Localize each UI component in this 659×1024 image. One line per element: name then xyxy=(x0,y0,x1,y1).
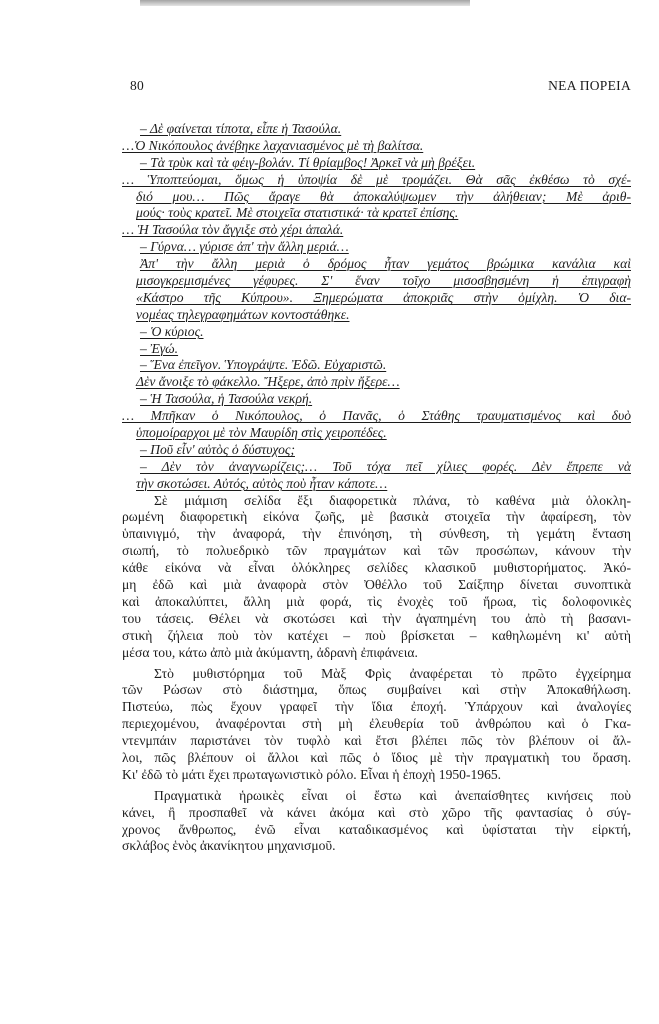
dialogue-line: …Ὁ Νικόπουλος ἀνέβηκε λαχανιασμένος μὲ τὴ βαλίτσα. xyxy=(122,137,424,153)
dialogue-line: – Ἐγώ. xyxy=(140,340,179,356)
dialogue-line: … Ὑποπτεύομαι, ὅμως ἡ ὑποψία δὲ μὲ τρομάζει. Θὰ σᾶς ἐκθέσω τὸ σχέ- xyxy=(122,171,631,187)
paragraph xyxy=(122,788,631,856)
page-number: 80 xyxy=(130,78,145,93)
dialogue-line: – Δὲ φαίνεται τίποτα, εἶπε ἡ Τασούλα. xyxy=(140,121,342,136)
paragraph-line: Πιστεύω, πὼς ἔχουν γραφεῖ τὴν ἴδια ἐποχή. Ὑπάρχουν καὶ ἀναλογίες xyxy=(122,699,631,715)
dialogue-line: – Τὰ τρὺκ καὶ τὰ φέιγ-βολάν. Τί θρίαμβος! Ἀρκεῖ νὰ μὴ βρέξει. xyxy=(140,154,476,170)
paragraph-line: χρονος ἄνθρωπος, ἐνῶ εἶναι καταδικασμένος καὶ ὑφίσταται τὴν εἱρκτή, xyxy=(122,821,631,837)
paragraph-line: Πραγματικὰ ἡρωικὲς εἶναι οἱ ἔστω καὶ ἀνεπαίσθητες κινήσεις ποὺ xyxy=(154,787,631,803)
dialogue-line: Ἀπ' τὴν ἄλλη μεριὰ ὁ δρόμος ἦταν γεμάτος βρώμικα κανάλια καὶ xyxy=(140,256,631,272)
paragraph-line: ὑπαινιγμό, τὴν ἀναφορά, τὴν ἐπινόηση, τὴ σύνθεση, τὴ γεμάτη ἔνταση xyxy=(122,526,631,542)
paragraph-line: περιεχομένου, ἀναφέρονται στὴ μὴ ἐλευθερία τοῦ ἀνθρώπου καὶ ὁ Γκα- xyxy=(122,716,631,732)
prose-block xyxy=(122,493,631,856)
dialogue-line: – Δὲν τὸν ἀναγνωρίζεις;… Τοῦ τόχα πεῖ χίλιες φορές. Δὲν ἔπρεπε νὰ xyxy=(140,458,631,474)
dialogue-line: … Μπῆκαν ὁ Νικόπουλος, ὁ Πανᾶς, ὁ Στάθης τραυματισμένος καὶ δυὸ xyxy=(122,408,631,424)
paragraph-line: λοι, πῶς βλέπουν οἱ ἄλλοι καὶ πῶς ὁ ἴδιος μὲ τὴν πραγματικὴ του ὅραση. xyxy=(122,749,631,765)
dialogue-line: – Γύρνα… γύρισε ἀπ' τὴν ἄλλη μεριά… xyxy=(140,239,349,255)
dialogue-line: νομέας τηλεγραφημάτων κοντοστάθηκε. xyxy=(136,306,350,322)
paragraph-line: μη ἐδῶ καὶ μιὰ ἀναφορὰ στὸν Ὀθέλλο τοῦ Σαίξπηρ δίνεται συνοπτικὰ xyxy=(122,577,631,593)
dialogue-line: – Ποῦ εἶν' αὐτὸς ὁ δύστυχος; xyxy=(140,441,295,457)
dialogue-line: – Ἕνα ἐπεῖγον. Ὑπογράψτε. Ἐδῶ. Εὐχαριστῶ. xyxy=(140,357,387,373)
paragraph xyxy=(122,493,631,662)
dialogue-line: διό μου… Πῶς ἄραγε θὰ ἀποκαλύψωμεν τὴν ἀλήθειαν; Μὲ ἀριθ- xyxy=(136,188,631,204)
dialogue-line: – Ἡ Τασούλα, ἡ Τασούλα νεκρή. xyxy=(140,391,313,407)
paragraph-line: μέσα του, κάτω ἀπὸ μιὰ ἀκύμαντη, ἀδρανὴ ἐπιφάνεια. xyxy=(122,644,418,660)
dialogue-line: Δὲν ἄνοιξε τὸ φάκελλο. Ἤξερε, ἀπὸ πρὶν ἤξερε… xyxy=(136,374,400,390)
dialogue-line: «Κάστρο τῆς Κύπρου». Ξημερώματα ἀποκριᾶς στὴν ὁμίχλη. Ὁ δια- xyxy=(136,289,631,305)
dialogue-line: τὴν σκοτώσει. Αὐτός, αὐτὸς ποὺ ἦταν κάποτε… xyxy=(136,475,388,491)
dialogue-line: μούς· τοὺς κρατεῖ. Μὲ στοιχεῖα στατιστικά· τὰ κρατεῖ ἐπίσης. xyxy=(136,205,459,221)
paragraph-line: ντενμπάιν παριστάνει τὸν τυφλὸ καὶ ἔτσι βλέπει πῶς τὸν βλέπουν οἱ ἄλ- xyxy=(122,733,631,749)
paragraph-line: στικὴ ζήλεια ποὺ τὸν κατέχει – ποὺ βρίσκεται – καθηλωμένη κι' αὐτὴ xyxy=(122,627,631,643)
paragraph-line: σιωπή, τὸ πολυεδρικὸ τῶν πραγμάτων καὶ τῶν προσώπων, κάνουν τὴν xyxy=(122,543,631,559)
page-body xyxy=(122,121,631,855)
dialogue-block xyxy=(122,121,631,493)
running-head: ΝΕΑ ΠΟΡΕΙΑ xyxy=(548,78,631,93)
paragraph-line: καὶ ἀποκαλύπτει, ἄλλη μιὰ φορά, τὶς ἐνοχὲς τοῦ ἥρωα, τὶς δολοφονικὲς xyxy=(122,593,631,609)
paragraph-line: Στὸ μυθιστόρημα τοῦ Μὰξ Φρὶς ἀναφέρεται τὸ πρῶτο ἐγχείρημα xyxy=(154,665,631,681)
scan-artifact xyxy=(140,0,470,6)
paragraph-line: σκλάβος ἑνὸς ἀκανίκητου μηχανισμοῦ. xyxy=(122,838,336,854)
paragraph-line: κάθε εἰκόνα νὰ εἶναι ὁλόκληρες σελίδες κλασικοῦ μυθιστορήματος. Ἀκό- xyxy=(122,560,631,576)
paragraph-line: τῶν Ρώσων στὸ διάστημα, ὅπως συμβαίνει καὶ στὴν Ἀποκαθήλωση. xyxy=(122,682,631,698)
dialogue-line: ὑπομοίραρχοι μὲ τὸν Μαυρίδη στὶς χειροπέδες. xyxy=(136,425,387,441)
paragraph-line: Σὲ μιάμιση σελίδα ἔξι διαφορετικὰ πλάνα, τὸ καθένα μιὰ ὁλοκλη- xyxy=(154,492,631,508)
paragraph-line: ρωμένη διαφορετικὴ εἰκόνα ζωῆς, μὲ βασικὰ στοιχεῖα τὴν ἀφαίρεση, τὸν xyxy=(122,509,631,525)
paragraph-line: Κι' ἐδῶ τὸ μάτι ἔχει πρωταγωνιστικὸ ρόλο. Εἶναι ἡ ἐποχὴ 1950-1965. xyxy=(122,766,502,782)
dialogue-line: μισογκρεμισμένες γέφυρες. Σ' ἕναν τοῖχο μισοσβησμένη ἡ ἐπιγραφὴ xyxy=(136,273,631,289)
paragraph xyxy=(122,666,631,784)
paragraph-line: του τάσεις. Θέλει νὰ σκοτώσει καὶ τὴν ἀγαπημένη του ἀπὸ τὴ βασανι- xyxy=(122,610,631,626)
dialogue-line: … Ἡ Τασούλα τὸν ἄγγιξε στὸ χέρι ἁπαλά. xyxy=(122,222,344,238)
paragraph-line: κάνει, ἢ προσπαθεῖ νὰ κάνει ἀκόμα καὶ στὸ χῶρο τῆς φαντασίας ὁ σύγ- xyxy=(122,804,631,820)
dialogue-line: – Ὁ κύριος. xyxy=(140,323,204,339)
